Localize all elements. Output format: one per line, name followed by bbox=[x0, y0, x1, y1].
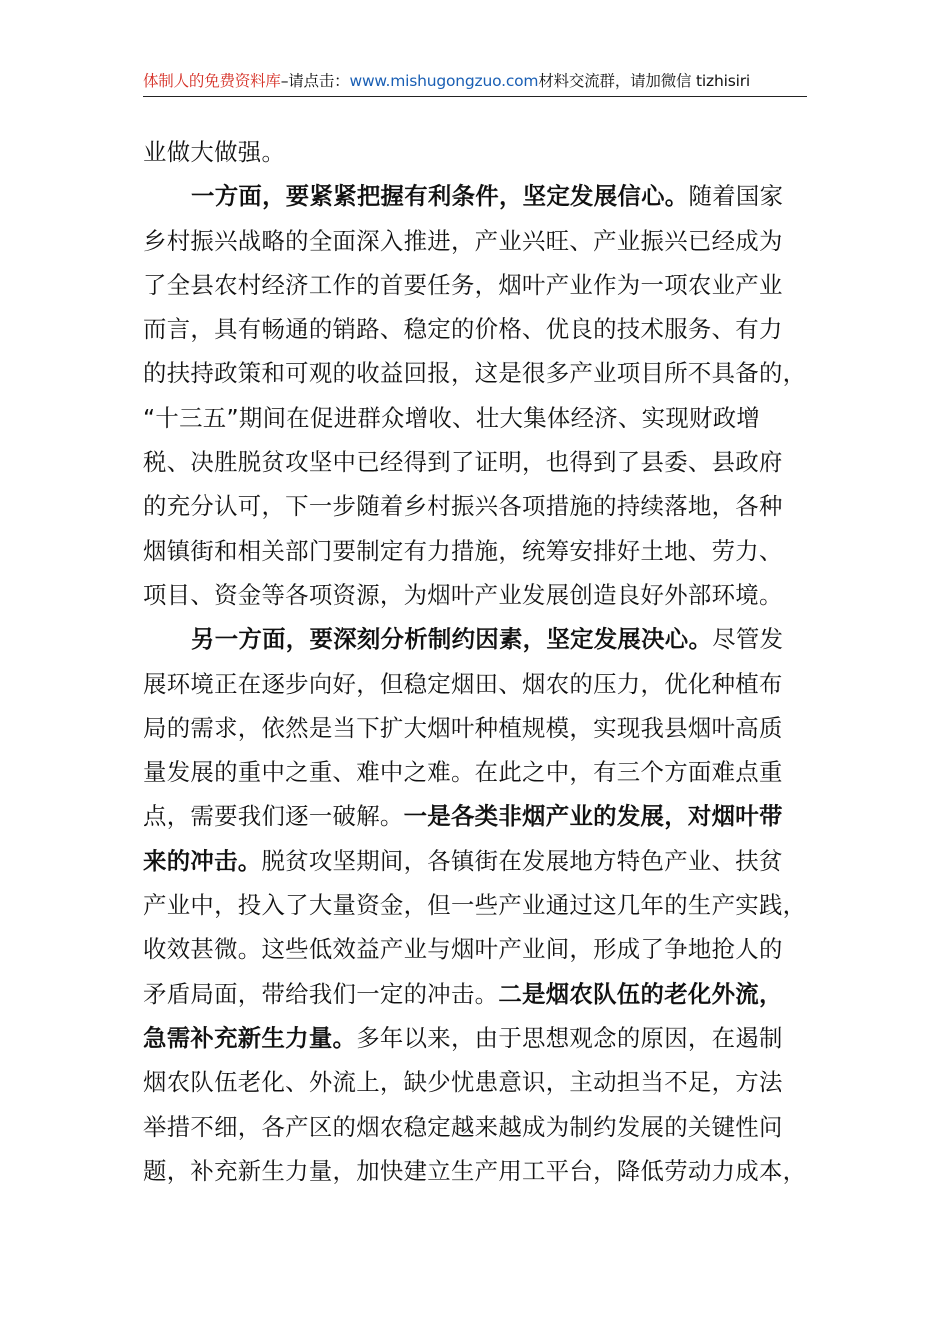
text-segment: 产业中，投入了大量资金，但一些产业通过这几年的生产实践， bbox=[143, 891, 807, 920]
text-line bbox=[143, 794, 808, 838]
text-line bbox=[143, 1016, 808, 1060]
text-line bbox=[143, 440, 808, 484]
text-segment: 烟农队伍老化、外流上，缺少忧患意识，主动担当不足，方法 bbox=[143, 1068, 783, 1097]
text-segment: 尽管发 bbox=[712, 625, 784, 654]
bold-text-segment: 另一方面，要深刻分析制约因素，坚定发展决心。 bbox=[191, 625, 713, 654]
text-segment: 展环境正在逐步向好，但稳定烟田、烟农的压力，优化种植布 bbox=[143, 669, 783, 698]
text-segment: 点，需要我们逐一破解。 bbox=[143, 802, 404, 831]
text-segment: 多年以来，由于思想观念的原因，在遏制 bbox=[356, 1023, 783, 1052]
text-line bbox=[143, 529, 808, 573]
header-brand: 体制人的免费资料库 bbox=[143, 72, 281, 90]
text-segment: 项目、资金等各项资源，为烟叶产业发展创造良好外部环境。 bbox=[143, 580, 783, 609]
text-line bbox=[143, 351, 808, 395]
text-segment: 了全县农村经济工作的首要任务，烟叶产业作为一项农业产业 bbox=[143, 270, 783, 299]
text-segment: “十三五”期间在促进群众增收、壮大集体经济、实现财政增 bbox=[143, 403, 761, 432]
text-line bbox=[143, 174, 808, 218]
text-segment: 的充分认可，下一步随着乡村振兴各项措施的持续落地，各种 bbox=[143, 492, 783, 521]
text-line bbox=[143, 1060, 808, 1104]
header-separator: –请点击： bbox=[280, 72, 350, 90]
text-line bbox=[143, 617, 808, 661]
text-segment: 乡村振兴战略的全面深入推进，产业兴旺、产业振兴已经成为 bbox=[143, 226, 783, 255]
text-segment: 税、决胜脱贫攻坚中已经得到了证明，也得到了县委、县政府 bbox=[143, 448, 783, 477]
text-segment: 局的需求，依然是当下扩大烟叶种植规模，实现我县烟叶高质 bbox=[143, 713, 783, 742]
text-segment: 举措不细，各产区的烟农稳定越来越成为制约发展的关键性问 bbox=[143, 1112, 783, 1141]
text-line bbox=[143, 972, 808, 1016]
text-line bbox=[143, 130, 808, 174]
text-line bbox=[143, 927, 808, 971]
text-line bbox=[143, 573, 808, 617]
text-line bbox=[143, 484, 808, 528]
bold-text-segment: 二是烟农队伍的老化外流， bbox=[498, 979, 783, 1008]
document-body bbox=[143, 130, 808, 1193]
page-header bbox=[143, 68, 807, 97]
text-segment: 的扶持政策和可观的收益回报，这是很多产业项目所不具备的， bbox=[143, 359, 807, 388]
text-segment: 收效甚微。这些低效益产业与烟叶产业间，形成了争地抢人的 bbox=[143, 935, 783, 964]
text-line bbox=[143, 396, 808, 440]
text-line bbox=[143, 219, 808, 263]
text-line bbox=[143, 307, 808, 351]
bold-text-segment: 一是各类非烟产业的发展，对烟叶带 bbox=[403, 802, 783, 831]
text-line bbox=[143, 263, 808, 307]
header-tail: 材料交流群，请加微信 tizhisiri bbox=[538, 72, 750, 90]
text-segment: 矛盾局面，带给我们一定的冲击。 bbox=[143, 979, 499, 1008]
text-line bbox=[143, 750, 808, 794]
header-url-link[interactable]: www.mishugongzuo.com bbox=[349, 72, 539, 90]
text-segment: 业做大做强。 bbox=[143, 138, 286, 166]
bold-text-segment: 一方面，要紧紧把握有利条件，坚定发展信心。 bbox=[191, 182, 689, 211]
text-line bbox=[143, 839, 808, 883]
bold-text-segment: 急需补充新生力量。 bbox=[143, 1023, 357, 1052]
text-line bbox=[143, 1105, 808, 1149]
text-line bbox=[143, 662, 808, 706]
text-line bbox=[143, 883, 808, 927]
text-segment: 量发展的重中之重、难中之难。在此之中，有三个方面难点重 bbox=[143, 758, 783, 787]
text-segment: 烟镇街和相关部门要制定有力措施，统筹安排好土地、劳力、 bbox=[143, 536, 783, 565]
text-line bbox=[143, 1149, 808, 1193]
text-segment: 随着国家 bbox=[688, 182, 784, 211]
text-segment: 脱贫攻坚期间，各镇街在发展地方特色产业、扶贫 bbox=[261, 846, 783, 875]
text-segment: 题，补充新生力量，加快建立生产用工平台，降低劳动力成本， bbox=[143, 1156, 807, 1185]
bold-text-segment: 来的冲击。 bbox=[143, 846, 262, 875]
text-segment: 而言，具有畅通的销路、稳定的价格、优良的技术服务、有力 bbox=[143, 315, 783, 344]
text-line bbox=[143, 706, 808, 750]
